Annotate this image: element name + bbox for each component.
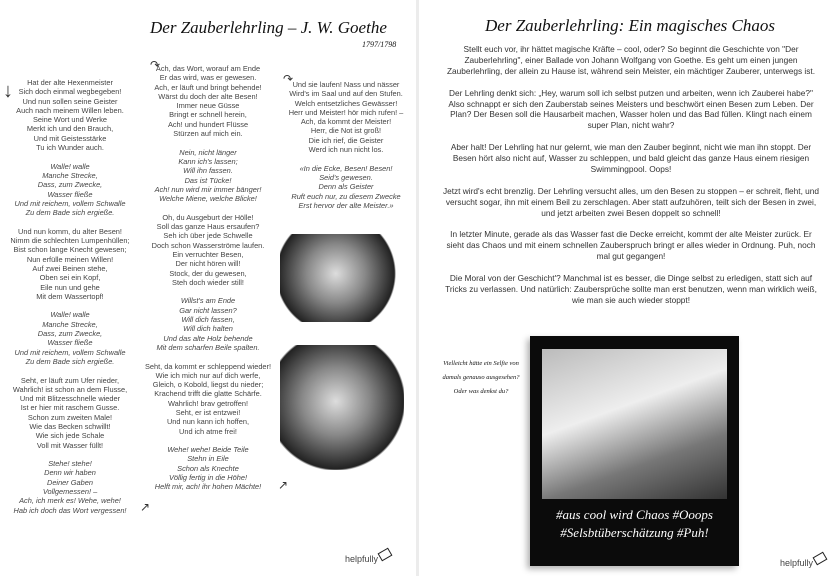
stanza: Seht, da kommt er schleppend wieder! Wie ich mich nur auf dich werfe, Gleich, o Kobold, liegst du nieder; Krachend trifft die glatte Schärfe. Wahrlich! brav getroffen! Seht, er ist entzwei! Und nun kann ich hoffen, Und ich atme frei! bbox=[144, 361, 272, 436]
stanza: Hat der alte Hexenmeister Sich doch einmal wegbegeben! Und nun sollen seine Geister Auch nach meinem Willen leben. Seine Wort und Werke Merkt ich und den Brauch, Und mit Geistesstärke Tu ich Wunder auch. bbox=[16, 78, 124, 153]
stanza: Und sie laufen! Nass und nässer Wird's im Saal und auf den Stufen. Welch entsetzliches Gewässer! Herr und Meister! hör mich rufen! – Ach, da kommt der Meister! Herr, die Not ist groß! Die ich rief, die Geister Werd ich nun nicht los. bbox=[288, 80, 404, 155]
paragraph: Jetzt wird's echt brenzlig. Der Lehrling versucht alles, um den Besen zu stoppen – er schreit, fleht, und versucht sogar, ihn mit einem Beil zu zerschlagen. Aber statt aufzuhören, teilt sich der Besen in zwei, und jetzt arbeiten zwei Besen doppelt so schnell! bbox=[442, 185, 820, 218]
poem-column-1 bbox=[5, 78, 135, 524]
hashtags bbox=[530, 506, 739, 542]
paragraph: Der Lehrling denkt sich: „Hey, warum soll ich selbst putzen und arbeiten, wenn ich Zauberei habe?" Also schnappt er sich den Zauberstab seines Meisters und beschwört einen Besen zum Leben. Der Plan? Der Besen soll die Hausarbeit machen, Wasser holen und das Bad füllen. Klingt nach einem super Plan, nicht wahr? bbox=[448, 87, 814, 131]
image-caption: Vielleicht hätte ein Selfie von damals genauso ausgesehen? Oder was denkst du? bbox=[442, 360, 520, 395]
selfie-image-frame bbox=[530, 336, 739, 566]
poem-title: Der Zauberlehrling – J. W. Goethe bbox=[150, 18, 387, 37]
logo-text: helpfully bbox=[345, 554, 379, 564]
logo-text: helpfully bbox=[780, 558, 814, 568]
stanza: Nein, nicht länger Kann ich's lassen; Will ihn fassen. Das ist Tücke! Ach! nun wird mir immer bänger! Welche Miene, welche Blicke! bbox=[154, 147, 262, 204]
helpfully-logo bbox=[780, 554, 826, 568]
hashtags-line-1: #aus cool wird Chaos #Ooops bbox=[556, 507, 713, 522]
flag-icon bbox=[813, 552, 828, 566]
paragraph: In letzter Minute, gerade als das Wasser fast die Decke erreicht, kommt der alte Meister zurück. Er sieht das Chaos und mit einem schnellen Zauberspruch bringt er alles wieder in Ordnung. Puh, noch mal gut gegangen! bbox=[446, 229, 816, 262]
paragraph: Aber halt! Der Lehrling hat nur gelernt, wie man den Zauber beginnt, nicht wie man ihn stoppt. Der Besen hört also nicht auf, Wasser zu schleppen, und bald gleicht das ganze Haus einem riesigen Swimmingpool. Oops! bbox=[450, 142, 812, 174]
apprentice-broom-chaos-image bbox=[542, 349, 727, 499]
stanza: Und nun komm, du alter Besen! Nimm die schlechten Lumpenhüllen; Bist schon lange Knecht gewesen; Nun erfülle meinen Willen! Auf zwei Beinen stehe, Oben sei ein Kopf, Eile nun und gehe Mit dem Wassertopf! bbox=[10, 226, 130, 301]
right-page-summary bbox=[419, 0, 837, 576]
left-page-poem bbox=[0, 0, 416, 576]
hashtags-line-2: #Selsbtüberschätzung #Puh! bbox=[560, 525, 709, 540]
helpfully-logo bbox=[345, 550, 391, 564]
curved-arrow-icon: ↷ bbox=[283, 72, 294, 86]
summary-title: Der Zauberlehrling: Ein magisches Chaos bbox=[485, 16, 775, 35]
stanza: Walle! walle Manche Strecke, Dass, zum Zwecke, Wasser fließe Und mit reichem, vollem Schwalle Zu dem Bade sich ergieße. bbox=[14, 161, 126, 218]
arrow-down-icon: ↓ bbox=[3, 80, 13, 102]
flag-icon bbox=[378, 548, 393, 562]
poem-years: 1797/1798 bbox=[362, 40, 397, 49]
stanza: Willst's am Ende Gar nicht lassen? Will dich fassen, Will dich halten Und das alte Holz behende Mit dem scharfen Beile spalten. bbox=[156, 296, 260, 352]
curved-arrow-icon: ↷ bbox=[150, 58, 161, 72]
stanza: Seht, er läuft zum Ufer nieder, Wahrlich! ist schon an dem Flusse, Und mit Blitzesschnelle wieder Ist er hier mit raschem Gusse. Schon zum zweiten Male! Wie das Becken schwillt! Wie sich jede Schale Voll mit Wasser füllt! bbox=[12, 375, 128, 450]
paragraph: Die Moral von der Geschicht'? Manchmal ist es besser, die Dinge selbst zu erledigen, statt sich auf Tricks zu verlassen. Und natürlich: Zaubersprüche sollte man erst benutzen, wenn man wirklich weiß, wie man sie auch wieder stoppt! bbox=[445, 272, 817, 305]
curved-arrow-icon: ↗ bbox=[140, 500, 151, 514]
curved-arrow-icon: ↗ bbox=[278, 478, 289, 492]
poem-column-2 bbox=[138, 64, 278, 501]
stanza: «In die Ecke, Besen! Besen! Seid's gewesen. Denn als Geister Ruft euch nur, zu diesem Zwecke Erst hervor der alte Meister.» bbox=[291, 163, 401, 210]
stanza: Wehe! wehe! Beide Teile Stehn in Eile Schon als Knechte Völlig fertig in die Höhe! Helft mir, ach! ihr hohen Mächte! bbox=[154, 445, 262, 492]
stanza: Ach, das Wort, worauf am Ende Er das wird, was er gewesen. Ach, er läuft und bringt behende! Wärst du doch der alte Besen! Immer neue Güsse Bringt er schnell herein, Ach! und hundert Flüsse Stürzen auf mich ein. bbox=[154, 64, 262, 139]
sorcerer-apprentice-illustration bbox=[280, 234, 404, 322]
stanza: Walle! walle Manche Strecke, Dass, zum Zwecke, Wasser fließe Und mit reichem, vollem Schwalle Zu dem Bade sich ergieße. bbox=[14, 310, 126, 366]
paragraph: Stellt euch vor, ihr hättet magische Kräfte – cool, oder? So beginnt die Geschichte von "Der Zauberlehrling", einer Ballade von Johann Wolfgang von Goethe. Es geht um einen jungen Zauberlehrling, der allein zu Hause ist, während sein Meister, ein mächtiger Zauberer, unterwegs ist. bbox=[446, 44, 815, 76]
summary-text bbox=[441, 44, 821, 317]
old-sorcerer-illustration bbox=[280, 345, 404, 470]
stanza: Oh, du Ausgeburt der Hölle! Soll das ganze Haus ersaufen? Seh ich über jede Schwelle Doch schon Wasserströme laufen. Ein verruchter Besen, Der nicht hören will! Stock, der du gewesen, Steh doch wieder still! bbox=[151, 212, 265, 287]
poem-column-3 bbox=[275, 80, 417, 219]
stanza: Stehe! stehe! Denn wir haben Deiner Gaben Vollgemessen! – Ach, ich merk es! Wehe, wehe! Hab ich doch das Wort vergessen! bbox=[13, 459, 127, 515]
